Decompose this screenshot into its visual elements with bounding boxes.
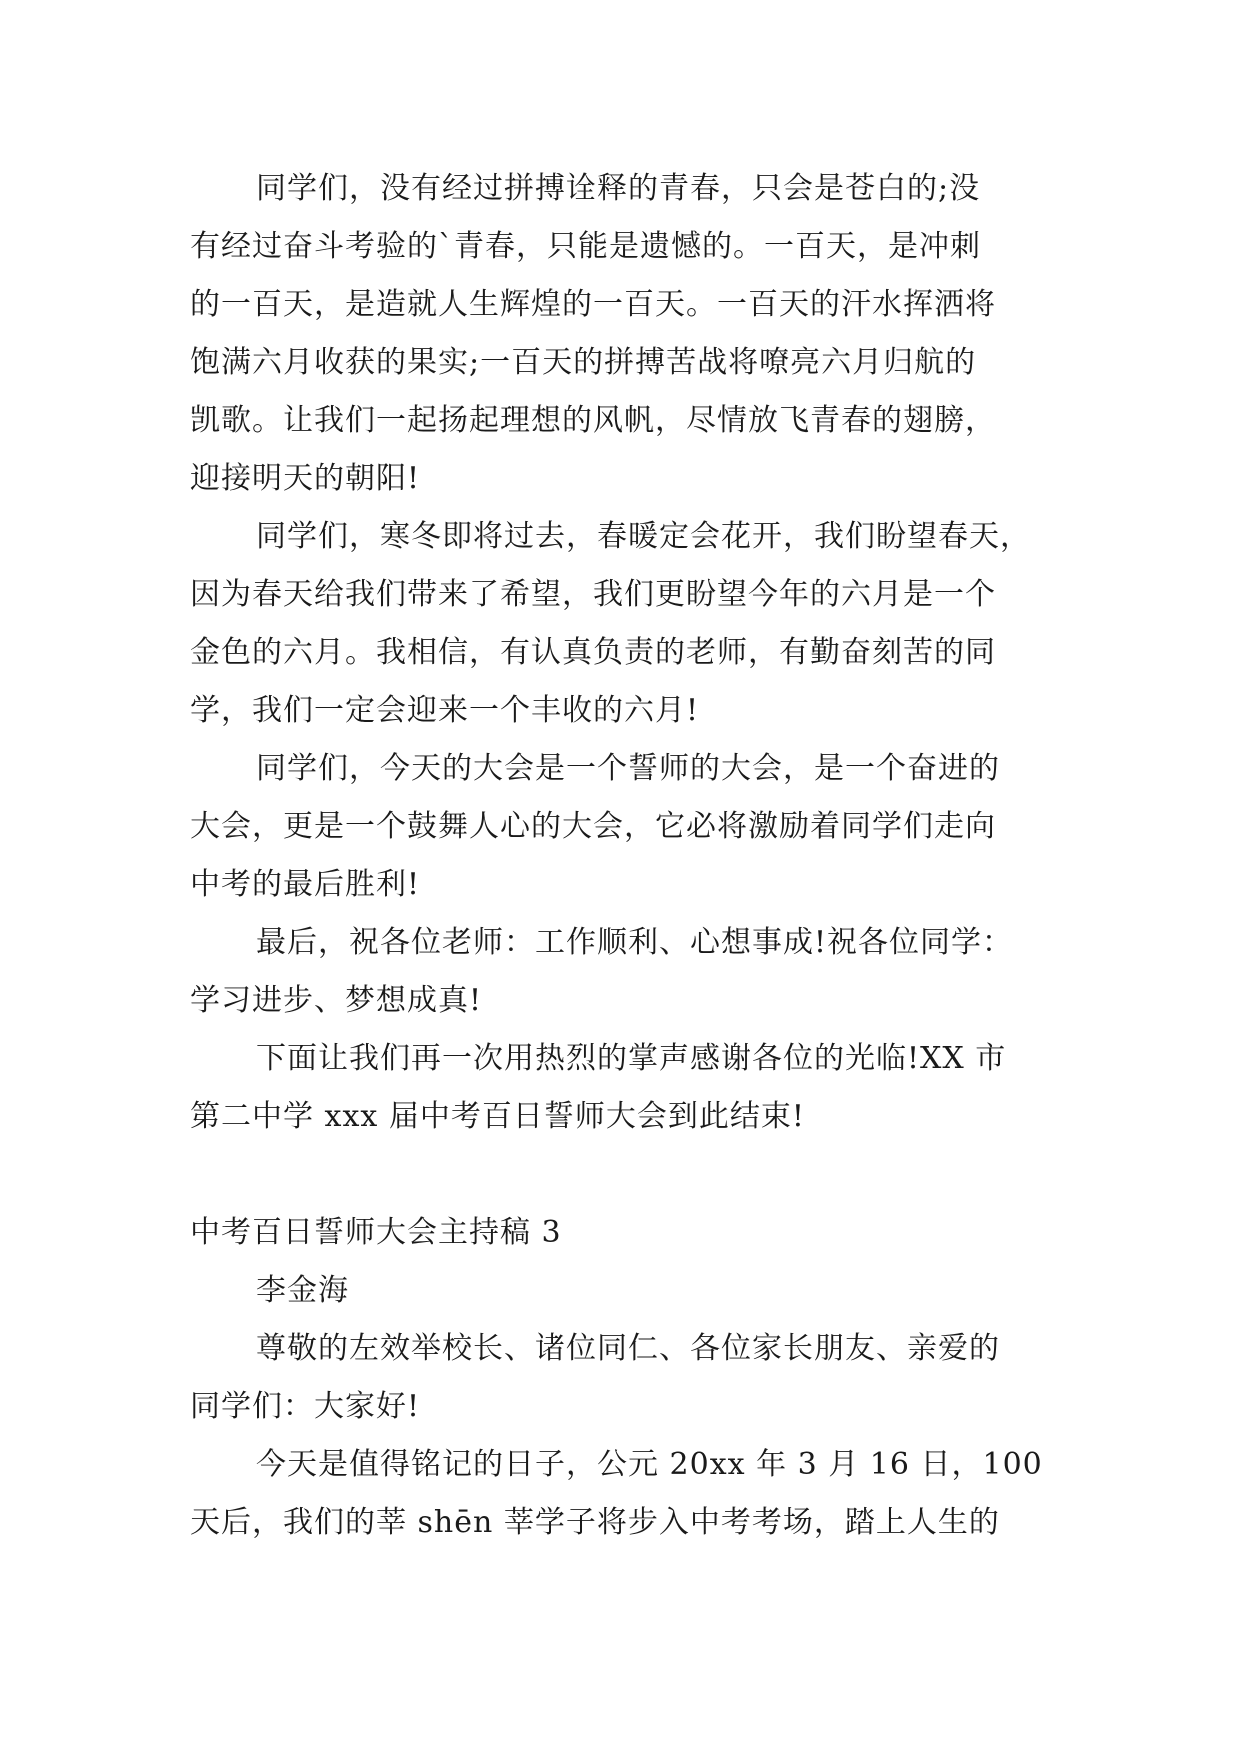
blank-line bbox=[190, 1146, 1050, 1204]
author-name: 李金海 bbox=[256, 1273, 349, 1308]
text-line: 学习进步、梦想成真! bbox=[190, 983, 483, 1018]
paragraph-3 bbox=[190, 740, 1050, 914]
paragraph-6 bbox=[190, 1436, 1050, 1552]
text-line: 有经过奋斗考验的`青春，只能是遗憾的。一百天，是冲刺 bbox=[190, 229, 981, 264]
text-line: 同学们，没有经过拼搏诠释的青春，只会是苍白的;没 bbox=[256, 171, 981, 206]
paragraph-4 bbox=[190, 914, 1050, 1030]
text-line: 大会，更是一个鼓舞人心的大会，它必将激励着同学们走向 bbox=[190, 809, 996, 844]
text-line: 最后，祝各位老师：工作顺利、心想事成!祝各位同学： bbox=[256, 925, 1014, 960]
text-line: 的一百天，是造就人生辉煌的一百天。一百天的汗水挥洒将 bbox=[190, 287, 996, 322]
paragraph-greeting bbox=[190, 1320, 1050, 1436]
text-line: 同学们，寒冬即将过去，春暖定会花开，我们盼望春天， bbox=[256, 519, 1031, 554]
paragraph-1 bbox=[190, 160, 1050, 508]
text-line: 第二中学 xxx 届中考百日誓师大会到此结束! bbox=[190, 1099, 805, 1134]
text-line: 学，我们一定会迎来一个丰收的六月! bbox=[190, 693, 700, 728]
text-line: 因为春天给我们带来了希望，我们更盼望今年的六月是一个 bbox=[190, 577, 996, 612]
paragraph-5 bbox=[190, 1030, 1050, 1146]
document-page bbox=[190, 160, 1050, 1552]
author-line bbox=[190, 1262, 1050, 1320]
text-line: 中考的最后胜利! bbox=[190, 867, 421, 902]
heading-text: 中考百日誓师大会主持稿 3 bbox=[190, 1215, 562, 1250]
text-line: 天后，我们的莘 shēn 莘学子将步入中考考场，踏上人生的 bbox=[190, 1505, 1000, 1540]
paragraph-2 bbox=[190, 508, 1050, 740]
text-line: 同学们，今天的大会是一个誓师的大会，是一个奋进的 bbox=[256, 751, 1000, 786]
section-heading bbox=[190, 1204, 1050, 1262]
text-line: 今天是值得铭记的日子，公元 20xx 年 3 月 16 日，100 bbox=[256, 1447, 1043, 1482]
text-line: 凯歌。让我们一起扬起理想的风帆，尽情放飞青春的翅膀， bbox=[190, 403, 996, 438]
text-line: 尊敬的左效举校长、诸位同仁、各位家长朋友、亲爱的 bbox=[256, 1331, 1000, 1366]
text-line: 迎接明天的朝阳! bbox=[190, 461, 421, 496]
text-line: 下面让我们再一次用热烈的掌声感谢各位的光临!XX 市 bbox=[256, 1041, 1007, 1076]
text-line: 金色的六月。我相信，有认真负责的老师，有勤奋刻苦的同 bbox=[190, 635, 996, 670]
text-line: 同学们：大家好! bbox=[190, 1389, 421, 1424]
text-line: 饱满六月收获的果实;一百天的拼搏苦战将嘹亮六月归航的 bbox=[190, 345, 977, 380]
